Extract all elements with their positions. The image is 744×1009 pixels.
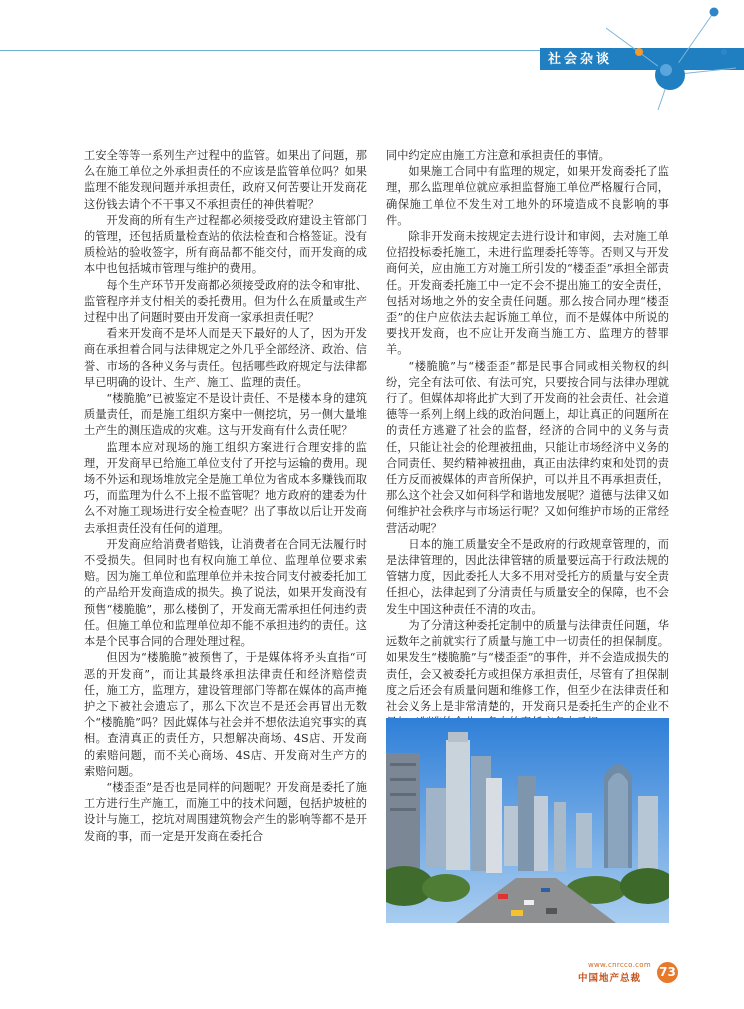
paragraph: 监理本应对现场的施工组织方案进行合理安排的监理，开发商早已给施工单位支付了开挖与运输的费用。现场不外运和现场堆放完全是施工单位为省成本多赚钱而取巧，而监理为什么不上报不监管呢？地方政府的建委为什么不对施工现场进行安全检查呢？出了事故以后让开发商去承担责任没有任何的道理。 — [84, 440, 367, 535]
paragraph: 但因为“楼脆脆”被预售了，于是媒体将矛头直指“可恶的开发商”，而让其最终承担法律责任和经济赔偿责任，施工方，监理方，建设管理部门等都在媒体的高声掩护之下被社会遗忘了，那么下次岂不是还会再冒出无数个“楼脆脆”吗？因此媒体与社会并不想依法追究事实的真相。查清真正的责任方，只想解决商场、4S店、开发商的索赔问题，而不关心商场、4S店、开发商对生产方的索赔问题。 — [84, 651, 367, 778]
paragraph: 开发商应给消费者赔钱，让消费者在合同无法履行时不受损失。但同时也有权向施工单位、监理单位要求索赔。因为施工单位和监理单位并未按合同支付被委托加工的产品给开发商造成的损失。换了说法，如果开发商没有预售“楼脆脆”，那么楼倒了，开发商无需承担任何违约责任。但施工单位和监理单位却不能不承担违约的责任。这本是个民事合同的合理处理过程。 — [84, 537, 367, 649]
paragraph: 工安全等等一系列生产过程中的监管。如果出了问题，那么在施工单位之外承担责任的不应该是监管单位吗？如果监理不能发现问题并承担责任，政府又何苦要让开发商花这份钱去请个不干事又不承担责任的神供着呢？ — [84, 149, 367, 211]
paragraph: “楼歪歪”是否也是同样的问题呢？开发商是委托了施工方进行生产施工，而施工中的技术问题，包括护坡桩的设计与施工，挖坑对周围建筑物会产生的影响等都不是开发商的事，而一定是开发商在委托合 — [84, 780, 367, 843]
paragraph: 为了分清这种委托定制中的质量与法律责任问题，华远数年之前就实行了质量与施工中一切责任的担保制度。如果发生“楼脆脆”与“楼歪歪”的事件，并不会造成损失的责任，会又被委托方或担保方承担责任，尽管有了担保制度之后还会有质量问题和维修工作，但至少在法律责任和社会义务上是非常清楚的，开发商只是委托生产的企业不 — [386, 618, 669, 713]
paragraph: 每个生产环节开发商都必须接受政府的法令和审批、监管程序并支付相关的委托费用。但为什么在质量或生产过程中出了问题时要由开发商一家承担责任呢？ — [84, 278, 367, 325]
city-skyline-photo — [386, 718, 669, 923]
right-column — [386, 148, 669, 731]
paragraph: 日本的施工质量安全不是政府的行政规章管理的，而是法律管理的，因此法律管辖的质量要远高于行政法规的管辖力度，因此委托人大多不用对受托方的质量与安全责任担心，法律起到了分清责任与质量安全的保障，也不会发生中国这种责任不清的攻击。 — [386, 537, 669, 616]
left-column — [84, 148, 367, 845]
paragraph: 除非开发商未按规定去进行设计和审阅，去对施工单位招投标委托施工，未进行监理委托等等。否则又与开发商何关，应由施工方对施工所引发的“楼歪歪”承担全部责任。开发商委托施工中一定不会不提出施工的安全责任，包括对场地之外的安全责任问题。那么按合同办理“楼歪歪”的住户应依法去起诉施工单位，而不是媒体中所说的要找开发商，也不应让开发商当施工方、监理方的替罪羊。 — [386, 230, 669, 357]
page-number: 73 — [657, 962, 678, 983]
magazine-name: 中国地产总裁 — [578, 973, 642, 984]
paragraph: “楼脆脆”与“楼歪歪”都是民事合同或相关物权的纠纷，完全有法可依、有法可究，只要按合同与法律办理就行了。但媒体却将此扩大到了开发商的社会责任、社会道德等一系列上纲上线的政治问题上，却让真正的问题所在的责任方逃避了社会的监督，经济的合同中的义务与责任，只能让社会的伦理被扭曲，只能让市场经济中义务的合同责任、契约精神被扭曲，真正由法律约束和处罚的责任方反而被媒体的声音所保护，可以并且不再承担责任，那么这个社会又如何科学和谐地发展呢？道德与法律又如何维护社会秩序与市场运行呢？又如何维护市场的正常经营活动呢？ — [386, 359, 669, 535]
paragraph: 同中约定应由施工方注意和承担责任的事情。 — [386, 149, 610, 162]
footer-url: www.cnrcco.com — [588, 961, 651, 969]
paragraph: “楼脆脆”已被鉴定不是设计责任、不是楼本身的建筑质量责任，而是施工组织方案中一侧挖坑，另一侧大量堆土产生的测压造成的灾难。这与开发商有什么责任呢？ — [84, 392, 367, 438]
section-title: 社会杂谈 — [548, 52, 613, 67]
paragraph: 开发商的所有生产过程都必须接受政府建设主管部门的管理，还包括质量检查站的依法检查和合格签证。没有质检站的验收签字，所有商品都不能交付，而开发商的成本中也包括城市管理与维护的费用。 — [84, 213, 367, 276]
paragraph: 看来开发商不是坏人而是天下最好的人了，因为开发商在承担着合同与法律规定之外几乎全部经济、政治、信誉、市场的各种义务与责任。包括哪些政府规定与法律都早已明确的设计、生产、施工、监理的责任。 — [84, 327, 367, 389]
paragraph: 如果施工合同中有监理的规定，如果开发商委托了监理，那么监理单位就应承担监督施工单位严格履行合同，确保施工单位不发生对工地外的环境造成不良影响的事件。 — [386, 165, 669, 227]
molecule-decoration-icon — [606, 0, 744, 110]
